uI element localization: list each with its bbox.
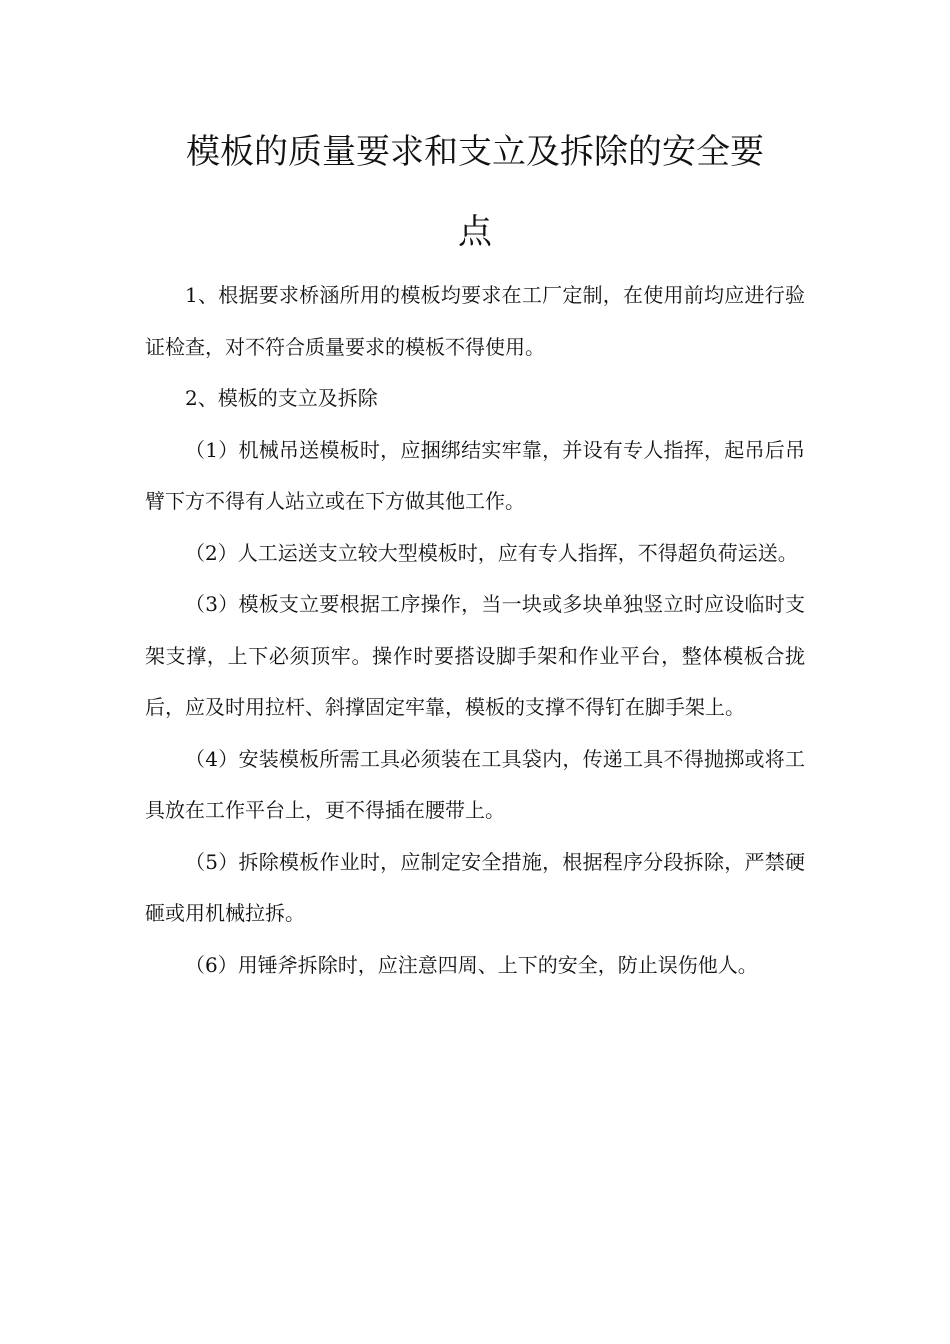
paragraph-7: （5）拆除模板作业时，应制定安全措施，根据程序分段拆除，严禁硬砸或用机械拉拆。 [145, 849, 805, 925]
paragraph-4: （2）人工运送支立较大型模板时，应有专人指挥，不得超负荷运送。 [185, 540, 798, 565]
document-title [145, 112, 805, 272]
title-line-1: 模板的质量要求和支立及拆除的安全要 [186, 132, 764, 172]
paragraph-5: （3）模板支立要根据工序操作，当一块或多块单独竖立时应设临时支架支撑，上下必须顶牢。操作时要搭设脚手架和作业平台，整体模板合拢后，应及时用拉杆、斜撑固定牢靠，模板的支撑不得钉在脚手架上。 [145, 592, 805, 719]
title-line-2: 点 [458, 212, 492, 252]
paragraph-3: （1）机械吊送模板时，应捆绑结实牢靠，并设有专人指挥，起吊后吊臂下方不得有人站立或在下方做其他工作。 [145, 437, 805, 513]
paragraph-8: （6）用锤斧拆除时，应注意四周、上下的安全，防止误伤他人。 [185, 952, 758, 977]
paragraph-1: 1、根据要求桥涵所用的模板均要求在工厂定制，在使用前均应进行验证检查，对不符合质量要求的模板不得使用。 [145, 283, 805, 359]
document-body [145, 270, 805, 991]
paragraph-6: （4）安装模板所需工具必须装在工具袋内，传递工具不得抛掷或将工具放在工作平台上，更不得插在腰带上。 [145, 746, 805, 822]
paragraph-2: 2、模板的支立及拆除 [185, 386, 378, 410]
